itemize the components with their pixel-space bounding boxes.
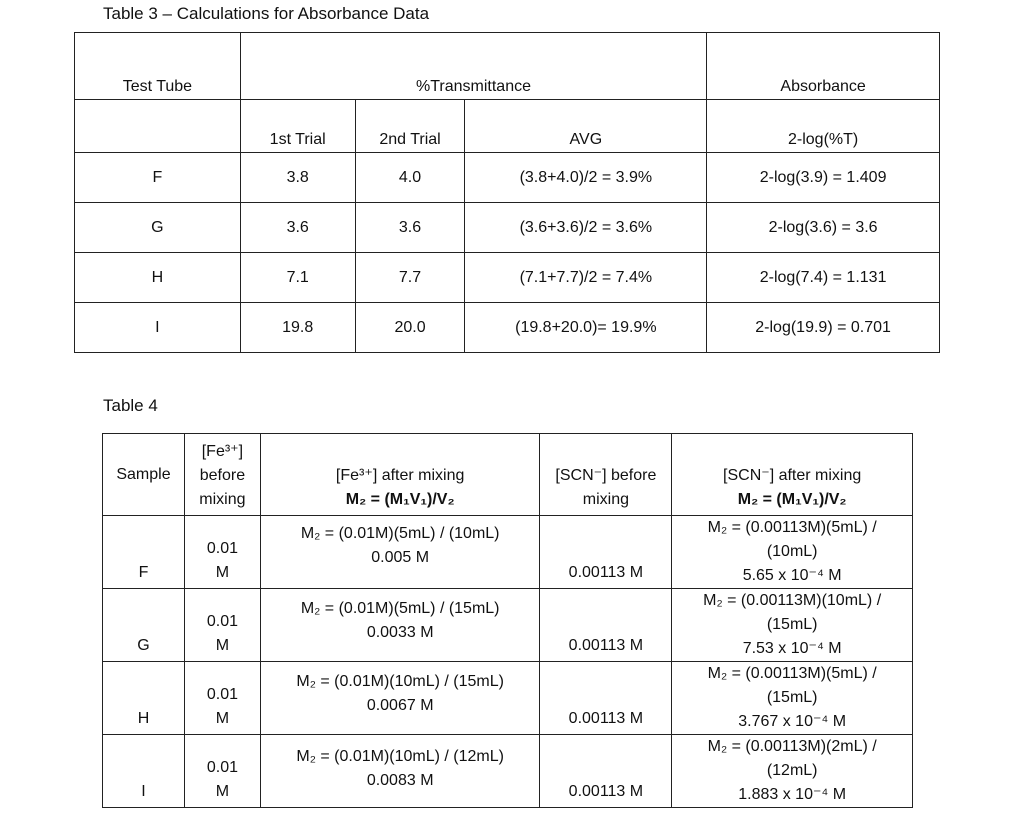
scn-after-equation-cont: (10mL) [766, 543, 818, 560]
trial2-cell: 4.0 [355, 153, 465, 203]
scn-after-value: 5.65 x 10⁻⁴ M [742, 567, 842, 584]
absorbance-cell: 2-log(7.4) = 1.131 [707, 253, 940, 303]
avg-cell: (7.1+7.7)/2 = 7.4% [465, 253, 707, 303]
avg-header: AVG [465, 100, 707, 153]
trial1-header: 1st Trial [240, 100, 355, 153]
table-row [103, 662, 913, 735]
absorbance-formula-header: 2-log(%T) [707, 100, 940, 153]
fe-after-cell [260, 735, 540, 808]
scn-before-cell: 0.00113 M [540, 662, 672, 735]
table-row [75, 303, 940, 353]
scn-before-cell: 0.00113 M [540, 735, 672, 808]
trial2-cell: 20.0 [355, 303, 465, 353]
fe-after-value: 0.005 M [371, 549, 430, 566]
scn-before-cell: 0.00113 M [540, 516, 672, 589]
fe-before-cell [184, 735, 260, 808]
tube-cell: I [75, 303, 241, 353]
trial1-cell: 3.8 [240, 153, 355, 203]
fe-after-title: [Fe³⁺] after mixing [335, 467, 465, 484]
fe-before-unit: M [215, 783, 230, 800]
sample-header: Sample [103, 434, 185, 516]
trial2-header: 2nd Trial [355, 100, 465, 153]
table3-subheader-row [75, 100, 940, 153]
fe-after-equation: M₂ = (0.01M)(10mL) / (12mL) [296, 748, 504, 765]
table4-caption: Table 4 [103, 396, 158, 415]
avg-cell: (3.6+3.6)/2 = 3.6% [465, 203, 707, 253]
sample-cell: F [103, 516, 185, 589]
sample-cell: H [103, 662, 185, 735]
fe-after-header [260, 434, 540, 516]
scn-before-cell: 0.00113 M [540, 589, 672, 662]
scn-after-equation: M₂ = (0.00113M)(2mL) / [707, 738, 877, 755]
fe-after-equation: M₂ = (0.01M)(5mL) / (10mL) [300, 525, 500, 542]
table4-header-row [103, 434, 913, 516]
scn-after-equation: M₂ = (0.00113M)(5mL) / [707, 519, 877, 536]
fe-before-header: [Fe³⁺] before mixing [184, 434, 260, 516]
table-row [75, 253, 940, 303]
fe-before-unit: M [215, 637, 230, 654]
scn-after-value: 1.883 x 10⁻⁴ M [738, 786, 847, 803]
table3-header-row [75, 33, 940, 100]
tube-cell: H [75, 253, 241, 303]
scn-after-equation-cont: (12mL) [766, 762, 818, 779]
test-tube-header: Test Tube [75, 33, 241, 100]
table3-caption: Table 3 – Calculations for Absorbance Data [103, 4, 430, 23]
scn-after-equation-cont: (15mL) [766, 616, 818, 633]
tube-cell: G [75, 203, 241, 253]
sample-cell: I [103, 735, 185, 808]
scn-after-cell [672, 589, 913, 662]
table-row [75, 203, 940, 253]
scn-after-equation: M₂ = (0.00113M)(10mL) / [703, 592, 882, 609]
trial1-cell: 7.1 [240, 253, 355, 303]
scn-before-header: [SCN⁻] before mixing [540, 434, 672, 516]
fe-after-equation: M₂ = (0.01M)(5mL) / (15mL) [300, 600, 500, 617]
fe-after-cell [260, 516, 540, 589]
table-row [103, 735, 913, 808]
fe-after-value: 0.0067 M [366, 697, 434, 714]
sample-cell: G [103, 589, 185, 662]
trial2-cell: 7.7 [355, 253, 465, 303]
table-row [103, 516, 913, 589]
scn-after-equation-cont: (15mL) [766, 689, 818, 706]
absorbance-cell: 2-log(3.9) = 1.409 [707, 153, 940, 203]
scn-after-value: 3.767 x 10⁻⁴ M [738, 713, 847, 730]
fe-after-cell [260, 662, 540, 735]
avg-cell: (19.8+20.0)= 19.9% [465, 303, 707, 353]
blank-cell [75, 100, 241, 153]
fe-before-value: 0.01 [206, 613, 238, 630]
tube-cell: F [75, 153, 241, 203]
fe-before-cell [184, 662, 260, 735]
table-row [75, 153, 940, 203]
scn-after-title: [SCN⁻] after mixing [723, 467, 862, 484]
trial1-cell: 3.6 [240, 203, 355, 253]
scn-after-formula: M₂ = (M₁V₁)/V₂ [737, 491, 847, 508]
concentration-table [102, 433, 913, 808]
fe-after-cell [260, 589, 540, 662]
fe-before-value: 0.01 [206, 686, 238, 703]
absorbance-cell: 2-log(19.9) = 0.701 [707, 303, 940, 353]
fe-before-value: 0.01 [206, 759, 238, 776]
trial2-cell: 3.6 [355, 203, 465, 253]
fe-after-formula: M₂ = (M₁V₁)/V₂ [345, 491, 455, 508]
fe-after-value: 0.0083 M [366, 772, 434, 789]
avg-cell: (3.8+4.0)/2 = 3.9% [465, 153, 707, 203]
fe-before-unit: M [215, 564, 230, 581]
fe-before-value: 0.01 [206, 540, 238, 557]
transmittance-header: %Transmittance [240, 33, 706, 100]
trial1-cell: 19.8 [240, 303, 355, 353]
fe-after-value: 0.0033 M [366, 624, 434, 641]
absorbance-header: Absorbance [707, 33, 940, 100]
scn-after-value: 7.53 x 10⁻⁴ M [742, 640, 842, 657]
scn-after-cell [672, 516, 913, 589]
scn-after-cell [672, 662, 913, 735]
fe-before-unit: M [215, 710, 230, 727]
absorbance-table [74, 32, 940, 353]
fe-after-equation: M₂ = (0.01M)(10mL) / (15mL) [296, 673, 504, 690]
fe-before-cell [184, 589, 260, 662]
scn-after-cell [672, 735, 913, 808]
scn-after-header [672, 434, 913, 516]
scn-after-equation: M₂ = (0.00113M)(5mL) / [707, 665, 877, 682]
absorbance-cell: 2-log(3.6) = 3.6 [707, 203, 940, 253]
fe-before-cell [184, 516, 260, 589]
table-row [103, 589, 913, 662]
